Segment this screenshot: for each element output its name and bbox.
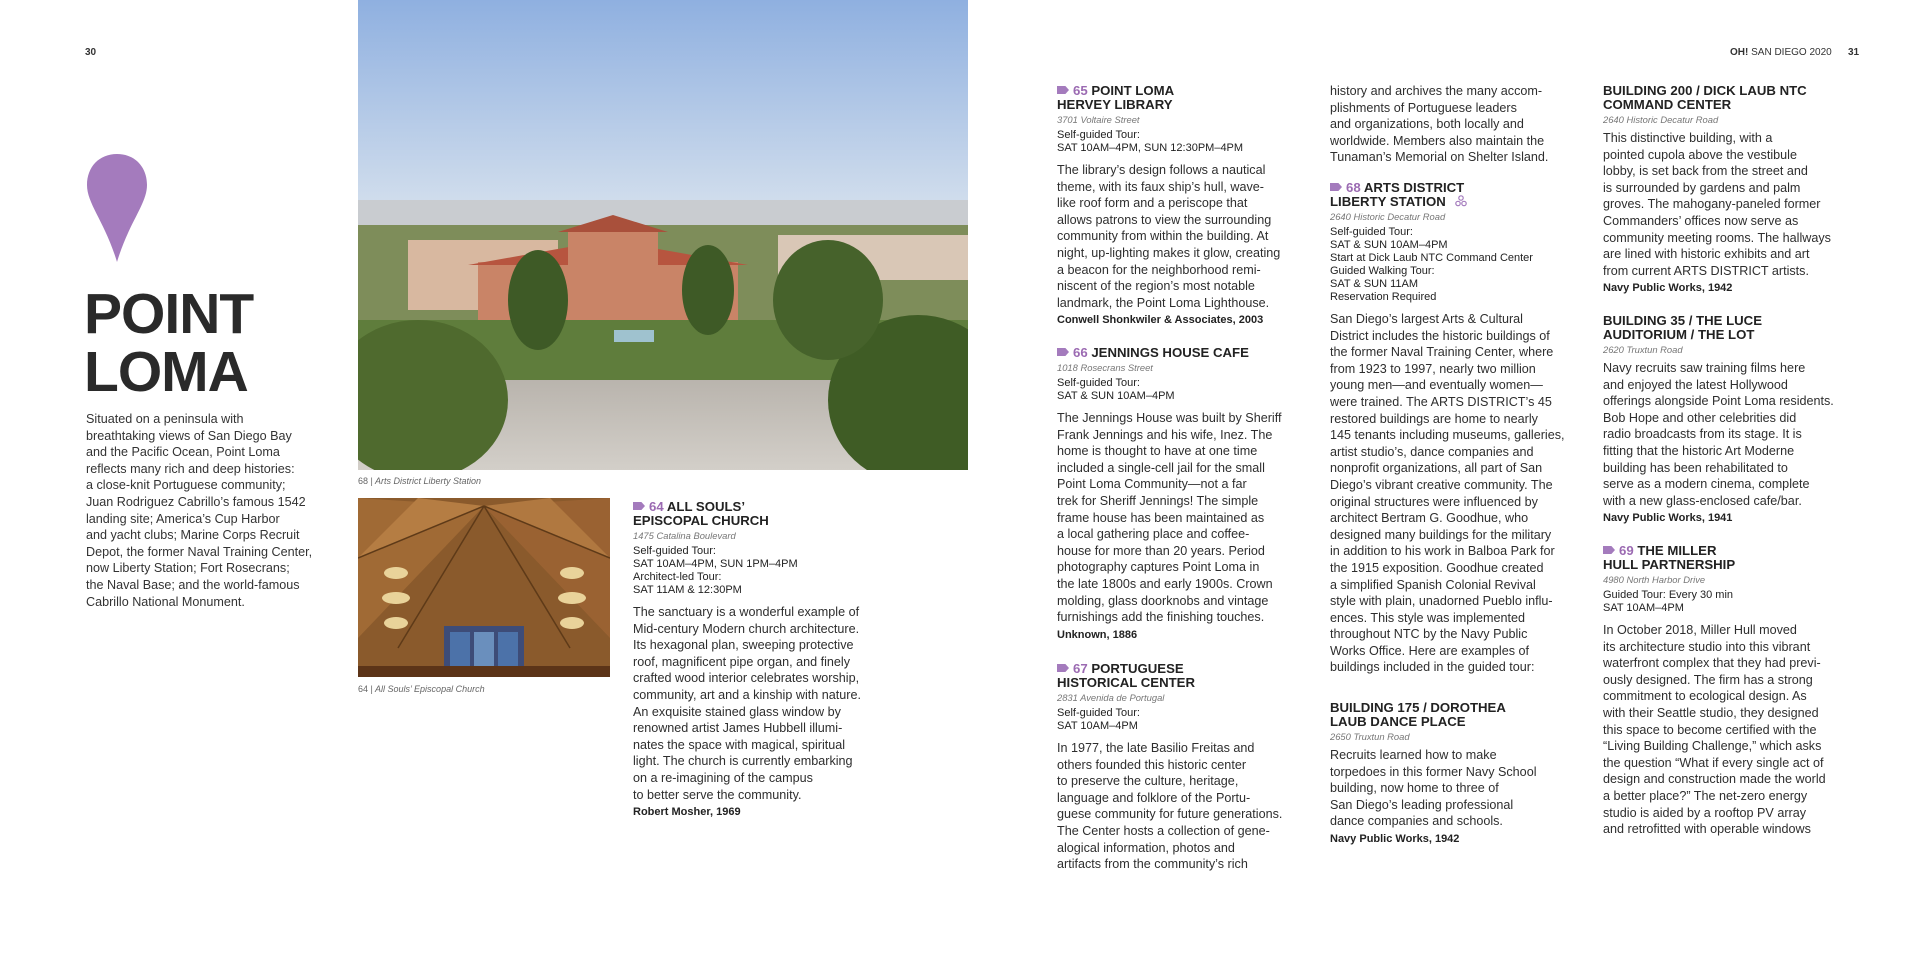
entry-title-line: LIBERTY STATION xyxy=(1330,194,1446,209)
body-line: community meeting rooms. The hallways xyxy=(1603,230,1831,245)
body-line: a better place?” The net-zero energy xyxy=(1603,788,1808,803)
brand-mark: OH! xyxy=(1730,47,1749,58)
body-line: alogical information, photos and xyxy=(1057,840,1235,855)
intro-line: and the Pacific Ocean, Point Loma xyxy=(86,445,280,460)
entry-address: 2640 Historic Decatur Road xyxy=(1330,211,1446,222)
body-line: The library’s design follows a nautical xyxy=(1057,163,1266,177)
entry-tour-info xyxy=(1330,226,1595,304)
body-line: An exquisite stained glass window by xyxy=(633,704,841,719)
entry-title-line: HISTORICAL CENTER xyxy=(1057,675,1195,690)
body-line: This distinctive building, with a xyxy=(1603,131,1773,145)
body-line: designed many buildings for the military xyxy=(1330,527,1552,542)
tour-line: Self-guided Tour: xyxy=(1330,226,1413,238)
entry-number: 67 xyxy=(1073,661,1088,676)
body-line: commitment to ecological design. As xyxy=(1603,689,1807,704)
body-line: to preserve the culture, heritage, xyxy=(1057,774,1239,789)
tour-line: Guided Walking Tour: xyxy=(1330,265,1435,277)
entry-credit: Navy Public Works, 1942 xyxy=(1330,832,1460,845)
body-line: this space to become certified with the xyxy=(1603,722,1817,737)
entry-address: 2831 Avenida de Portugal xyxy=(1057,692,1165,703)
body-line: In October 2018, Miller Hull moved xyxy=(1603,623,1797,637)
body-line: Point Loma Community—not a far xyxy=(1057,477,1247,492)
body-line: light. The church is currently embarking xyxy=(633,754,853,769)
entry-65 xyxy=(1057,84,1322,327)
intro-line: Juan Rodriguez Cabrillo’s famous 1542 xyxy=(86,494,306,509)
intro-line: Depot, the former Naval Training Center, xyxy=(86,544,313,559)
entry-address: 3701 Voltaire Street xyxy=(1057,114,1140,125)
body-line: San Diego’s largest Arts & Cultural xyxy=(1330,312,1523,326)
body-line: studio is aided by a rooftop PV array xyxy=(1603,805,1807,820)
body-line: is surrounded by gardens and palm xyxy=(1603,180,1801,195)
body-line: from current ARTS DISTRICT artists. xyxy=(1603,263,1809,278)
body-line: the former Naval Training Center, where xyxy=(1330,345,1554,360)
tour-line: SAT 11AM & 12:30PM xyxy=(633,584,742,596)
tour-line: Self-guided Tour: xyxy=(1057,377,1140,389)
body-line: on a re-imagining of the campus xyxy=(633,770,813,785)
entry-heading xyxy=(1330,181,1595,209)
body-line: dance companies and schools. xyxy=(1330,814,1503,829)
body-line: were trained. The ARTS DISTRICT’s 45 xyxy=(1330,394,1552,409)
entry-67-continued xyxy=(1330,83,1595,166)
tour-line: Architect-led Tour: xyxy=(633,571,722,583)
body-line: landmark, the Point Loma Lighthouse. xyxy=(1057,295,1270,310)
body-line: a beacon for the neighborhood remi- xyxy=(1057,262,1261,277)
body-line: night, up-lighting makes it glow, creating xyxy=(1057,245,1281,260)
body-line: San Diego’s leading professional xyxy=(1330,797,1514,812)
marker-arrow-icon xyxy=(1603,546,1615,554)
entry-title-line: JENNINGS HOUSE CAFE xyxy=(1091,345,1249,360)
entry-credit: Navy Public Works, 1942 xyxy=(1603,282,1733,295)
caption-number: 64 | xyxy=(358,684,373,694)
body-line: roof, magnificent pipe organ, and finely xyxy=(633,654,851,669)
intro-line: a close-knit Portuguese community; xyxy=(86,478,286,493)
body-line: Bob Hope and other celebrities did xyxy=(1603,410,1797,425)
body-line: artifacts from the community’s rich xyxy=(1057,857,1248,872)
tour-line: SAT & SUN 11AM xyxy=(1330,278,1419,290)
body-line: waterfront complex that they had previ- xyxy=(1603,656,1821,671)
tour-line: Self-guided Tour: xyxy=(1057,129,1140,141)
body-line: trek for Sheriff Jennings! The simple xyxy=(1057,493,1259,508)
body-line: 145 tenants including museums, galleries, xyxy=(1330,428,1565,443)
entry-tour-info xyxy=(633,545,893,597)
body-line: and enjoyed the latest Hollywood xyxy=(1603,377,1788,392)
entry-address: 1018 Rosecrans Street xyxy=(1057,362,1153,373)
entry-66 xyxy=(1057,346,1322,642)
entry-body xyxy=(1057,162,1322,311)
body-line: house for more than 20 years. Period xyxy=(1057,543,1265,558)
section-title-line: LOMA xyxy=(84,340,248,404)
entry-heading xyxy=(1603,544,1868,572)
body-line: community from within the building. At xyxy=(1057,229,1269,244)
body-line: molding, glass doorknobs and vintage xyxy=(1057,593,1269,608)
entry-number: 68 xyxy=(1346,180,1361,195)
entry-body xyxy=(1603,360,1868,509)
intro-line: and yacht clubs; Marine Corps Recruit xyxy=(86,528,300,543)
entry-number: 65 xyxy=(1073,83,1088,98)
tour-line: Guided Tour: Every 30 min xyxy=(1603,589,1734,601)
body-line: from 1923 to 1997, nearly two million xyxy=(1330,361,1536,376)
entry-tour-info xyxy=(1057,129,1322,155)
entry-heading xyxy=(1057,662,1322,690)
body-line: ously designed. The firm has a strong xyxy=(1603,672,1813,687)
body-line: groves. The mahogany-paneled former xyxy=(1603,197,1821,212)
intro-line: the Naval Base; and the world-famous xyxy=(86,577,300,592)
body-line: serve as a modern cinema, complete xyxy=(1603,477,1810,492)
body-line: original structures were influenced by xyxy=(1330,494,1538,509)
left-page-number: 30 xyxy=(85,47,97,58)
body-line: included a single-cell jail for the small xyxy=(1057,460,1265,475)
body-line: furnishings add the finishing touches. xyxy=(1057,610,1265,625)
building-175 xyxy=(1330,701,1595,846)
body-line: building, now home to three of xyxy=(1330,781,1499,796)
entry-title-line: HERVEY LIBRARY xyxy=(1057,97,1173,112)
entry-body xyxy=(1057,410,1322,626)
entry-title-line: BUILDING 200 / DICK LAUB NTC xyxy=(1603,83,1807,98)
body-line: The sanctuary is a wonderful example of xyxy=(633,605,860,619)
body-line: Its hexagonal plan, sweeping protective xyxy=(633,638,854,653)
body-line: crafted wood interior celebrates worship, xyxy=(633,671,860,686)
entry-credit: Robert Mosher, 1969 xyxy=(633,806,741,819)
body-line: building has been rehabilitated to xyxy=(1603,460,1788,475)
body-line: niscent of the region’s most notable xyxy=(1057,279,1255,294)
section-title-line: POINT xyxy=(84,282,254,346)
body-line: style with plain, unadorned Pueblo influ- xyxy=(1330,594,1553,609)
body-line: the late 1800s and early 1900s. Crown xyxy=(1057,576,1273,591)
tour-line: SAT 10AM–4PM xyxy=(1057,720,1138,732)
entry-title-line: BUILDING 35 / THE LUCE xyxy=(1603,313,1762,328)
body-line: language and folklore of the Portu- xyxy=(1057,790,1251,805)
body-line: community, art and a kinship with nature. xyxy=(633,687,861,702)
intro-line: Situated on a peninsula with xyxy=(86,412,244,426)
entry-title-line: LAUB DANCE PLACE xyxy=(1330,714,1466,729)
entry-body xyxy=(1330,83,1595,166)
section-title xyxy=(84,282,344,404)
entry-body xyxy=(1057,740,1322,873)
intro-line: now Liberty Station; Fort Rosecrans; xyxy=(86,561,290,576)
body-line: pointed cupola above the vestibule xyxy=(1603,147,1797,162)
tour-line: Start at Dick Laub NTC Command Center xyxy=(1330,252,1533,264)
body-line: in addition to his work in Balboa Park for xyxy=(1330,544,1555,559)
entry-heading xyxy=(633,500,893,528)
church-photo-caption xyxy=(358,684,485,694)
entry-title-line: EPISCOPAL CHURCH xyxy=(633,513,769,528)
entry-title-line: BUILDING 175 / DOROTHEA xyxy=(1330,700,1506,715)
body-line: others founded this historic center xyxy=(1057,757,1247,772)
entry-title-line: THE MILLER xyxy=(1637,543,1717,558)
body-line: District includes the historic buildings of xyxy=(1330,328,1550,343)
body-line: plishments of Portuguese leaders xyxy=(1330,100,1517,115)
body-line: a local gathering place and coffee- xyxy=(1057,527,1250,542)
body-line: design and construction made the world xyxy=(1603,772,1826,787)
body-line: theme, with its faux ship’s hull, wave- xyxy=(1057,179,1264,194)
body-line: buildings included in the guided tour: xyxy=(1330,660,1535,675)
body-line: the 1915 exposition. Goodhue created xyxy=(1330,560,1544,575)
running-head-text: SAN DIEGO 2020 xyxy=(1751,47,1832,58)
entry-address: 2650 Truxtun Road xyxy=(1330,731,1410,742)
intro-line: reflects many rich and deep histories: xyxy=(86,461,295,476)
body-line: ences. This style was implemented xyxy=(1330,610,1526,625)
tour-line: Reservation Required xyxy=(1330,291,1437,303)
tour-line: SAT 10AM–4PM xyxy=(1603,602,1684,614)
entry-tour-info xyxy=(1603,589,1868,615)
body-line: and organizations, both locally and xyxy=(1330,117,1524,132)
body-line: lobby, is set back from the street and xyxy=(1603,164,1808,179)
marker-arrow-icon xyxy=(633,502,645,510)
tour-line: SAT 10AM–4PM, SUN 1PM–4PM xyxy=(633,558,798,570)
marker-arrow-icon xyxy=(1330,183,1342,191)
entry-body xyxy=(1603,130,1868,279)
church-interior-photo xyxy=(358,498,610,677)
body-line: worldwide. Members also maintain the xyxy=(1330,133,1545,148)
entry-address: 2640 Historic Decatur Road xyxy=(1603,114,1719,125)
entry-address: 4980 North Harbor Drive xyxy=(1603,574,1706,585)
entry-title-line: HULL PARTNERSHIP xyxy=(1603,557,1736,572)
entry-title-line: AUDITORIUM / THE LOT xyxy=(1603,327,1755,342)
entry-heading xyxy=(1057,346,1322,360)
tour-line: SAT & SUN 10AM–4PM xyxy=(1330,239,1448,251)
entry-address: 2620 Truxtun Road xyxy=(1603,344,1683,355)
building-200 xyxy=(1603,84,1868,295)
entry-number: 69 xyxy=(1619,543,1634,558)
body-line: Recruits learned how to make xyxy=(1330,748,1497,762)
entry-credit: Conwell Shonkwiler & Associates, 2003 xyxy=(1057,314,1264,327)
body-line: radio broadcasts from its stage. It is xyxy=(1603,427,1802,442)
tour-line: Self-guided Tour: xyxy=(1057,707,1140,719)
body-line: In 1977, the late Basilio Freitas and xyxy=(1057,741,1255,755)
entry-title-line: COMMAND CENTER xyxy=(1603,97,1732,112)
entry-tour-info xyxy=(1057,377,1322,403)
entry-heading xyxy=(1603,84,1868,112)
body-line: Diego’s vibrant creative community. The xyxy=(1330,477,1553,492)
body-line: nates the space with magical, spiritual xyxy=(633,737,846,752)
body-line: Works Office. Here are examples of xyxy=(1330,643,1530,658)
accessibility-icon xyxy=(1455,195,1467,207)
body-line: with their Seattle studio, they designed xyxy=(1603,705,1819,720)
body-line: throughout NTC by the Navy Public xyxy=(1330,627,1528,642)
body-line: Frank Jennings and his wife, Inez. The xyxy=(1057,427,1273,442)
entry-title-line: ARTS DISTRICT xyxy=(1363,180,1465,195)
body-line: and retrofitted with operable windows xyxy=(1603,822,1811,837)
body-line: Tunaman’s Memorial on Shelter Island. xyxy=(1330,150,1549,165)
entry-body xyxy=(1330,747,1595,830)
tour-line: SAT 10AM–4PM, SUN 12:30PM–4PM xyxy=(1057,142,1244,154)
body-line: allows patrons to view the surrounding xyxy=(1057,212,1272,227)
body-line: photography captures Point Loma in xyxy=(1057,560,1260,575)
entry-title-line: POINT LOMA xyxy=(1091,83,1175,98)
entry-number: 66 xyxy=(1073,345,1088,360)
body-line: young men—and eventually women— xyxy=(1330,378,1543,393)
body-line: a simplified Spanish Colonial Revival xyxy=(1330,577,1536,592)
body-line: fitting that the historic Art Moderne xyxy=(1603,443,1795,458)
body-line: like roof form and a periscope that xyxy=(1057,196,1248,211)
entry-67 xyxy=(1057,662,1322,873)
body-line: to better serve the community. xyxy=(633,787,802,802)
entry-title-line: ALL SOULS’ xyxy=(666,499,746,514)
running-head xyxy=(1730,47,1832,58)
caption-text: Arts District Liberty Station xyxy=(375,476,482,486)
marker-arrow-icon xyxy=(1057,86,1069,94)
marker-arrow-icon xyxy=(1057,348,1069,356)
tour-line: SAT & SUN 10AM–4PM xyxy=(1057,390,1175,402)
entry-heading xyxy=(1603,314,1868,342)
body-line: architect Bertram G. Goodhue, who xyxy=(1330,511,1529,526)
body-line: offerings alongside Point Loma residents. xyxy=(1603,394,1834,409)
entry-tour-info xyxy=(1057,707,1322,733)
body-line: are lined with historic exhibits and art xyxy=(1603,247,1810,262)
building-35 xyxy=(1603,314,1868,525)
body-line: renowned artist James Hubbell illumi- xyxy=(633,721,843,736)
entry-address: 1475 Catalina Boulevard xyxy=(633,530,736,541)
entry-heading xyxy=(1057,84,1322,112)
entry-credit: Unknown, 1886 xyxy=(1057,628,1138,641)
body-line: nonprofit organizations, all part of San xyxy=(1330,461,1543,476)
entry-number: 64 xyxy=(649,499,664,514)
entry-64 xyxy=(633,500,893,819)
arts-district-photo xyxy=(358,0,968,470)
entry-body xyxy=(1603,622,1868,838)
body-line: restored buildings are home to nearly xyxy=(1330,411,1538,426)
body-line: frame house has been maintained as xyxy=(1057,510,1265,525)
body-line: The Jennings House was built by Sheriff xyxy=(1057,411,1282,425)
body-line: guese community for future generations. xyxy=(1057,807,1283,822)
caption-number: 68 | xyxy=(358,476,373,486)
entry-title-line: PORTUGUESE xyxy=(1091,661,1184,676)
entry-68 xyxy=(1330,181,1595,676)
body-line: the question “What if every single act of xyxy=(1603,755,1824,770)
intro-line: landing site; America’s Cup Harbor xyxy=(86,511,280,526)
caption-text: All Souls’ Episcopal Church xyxy=(375,684,485,694)
intro-line: Cabrillo National Monument. xyxy=(86,594,245,609)
entry-69 xyxy=(1603,544,1868,838)
marker-arrow-icon xyxy=(1057,664,1069,672)
entry-credit: Navy Public Works, 1941 xyxy=(1603,512,1733,525)
main-photo-caption xyxy=(358,476,481,486)
entry-heading xyxy=(1330,701,1595,729)
body-line: its architecture studio into this vibrant xyxy=(1603,639,1811,654)
right-page-number: 31 xyxy=(1848,47,1860,58)
body-line: “Living Building Challenge,” which asks xyxy=(1603,739,1822,754)
intro-line: breathtaking views of San Diego Bay xyxy=(86,428,292,443)
intro-paragraph xyxy=(86,411,340,610)
body-line: history and archives the many accom- xyxy=(1330,84,1543,98)
body-line: Mid-century Modern church architecture. xyxy=(633,621,860,636)
body-line: Commanders’ offices now serve as xyxy=(1603,213,1799,228)
entry-body xyxy=(633,604,893,803)
tour-line: Self-guided Tour: xyxy=(633,545,716,557)
location-pin-icon xyxy=(85,152,149,264)
body-line: torpedoes in this former Navy School xyxy=(1330,764,1537,779)
body-line: with a new glass-enclosed cafe/bar. xyxy=(1603,493,1802,508)
body-line: home is thought to have at one time xyxy=(1057,444,1258,459)
entry-body xyxy=(1330,311,1595,676)
body-line: artist studio’s, dance companies and xyxy=(1330,444,1534,459)
body-line: Navy recruits saw training films here xyxy=(1603,361,1806,375)
body-line: The Center hosts a collection of gene- xyxy=(1057,823,1270,838)
